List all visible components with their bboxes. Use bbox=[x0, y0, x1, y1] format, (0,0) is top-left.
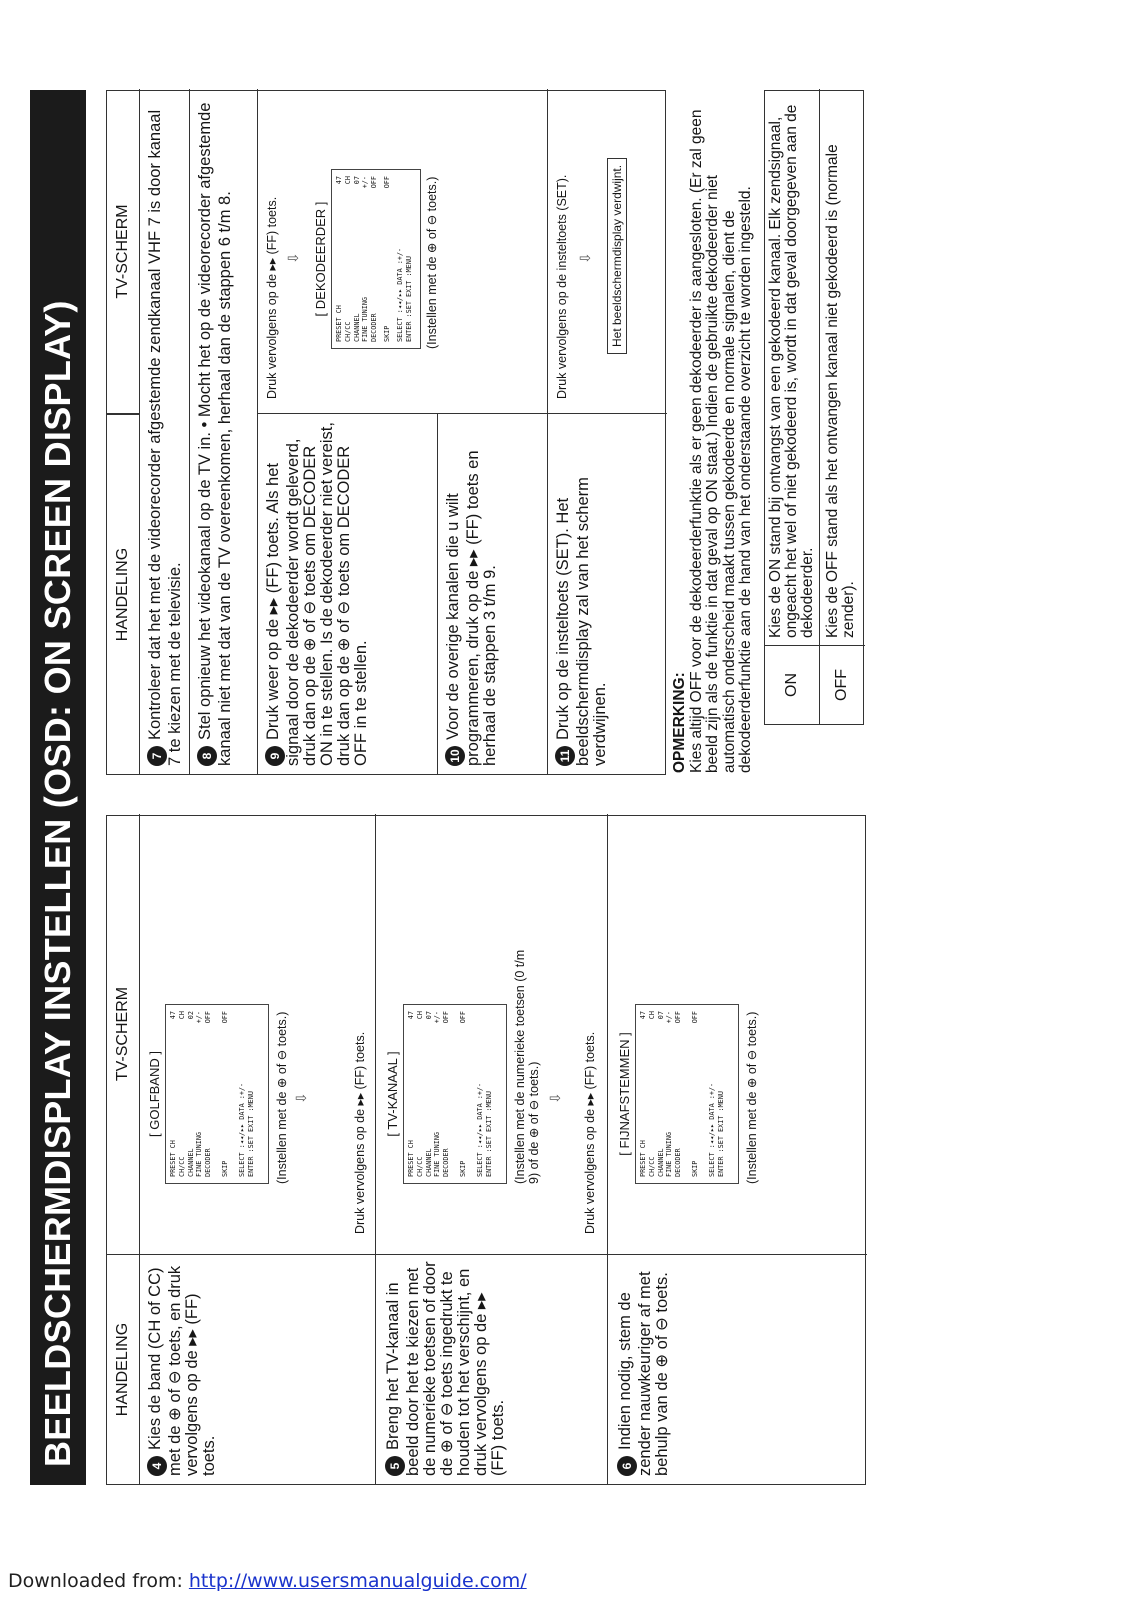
off-key: OFF bbox=[833, 669, 850, 701]
right-header-handeling: HANDELING bbox=[107, 414, 139, 774]
tvkanaal-arrow-icon: ⇩ bbox=[547, 1092, 563, 1104]
right-row-divider-2 bbox=[257, 89, 258, 774]
set-note: Druk vervolgens op de insteltoets (SET). bbox=[555, 174, 569, 399]
step-5-text: 5Breng het TV-kanaal in beeld door het te kiezen met de numerieke toetsen of door de ⊕ of ⊖ toets ingedrukt te houden tot het verschijnt, en druk vervolgens op de ▸▸ (FF) toets. bbox=[384, 1261, 507, 1476]
osd-tvkanaal-title: [ TV-KANAAL ] bbox=[385, 1051, 400, 1137]
left-header-handeling: HANDELING bbox=[107, 1254, 867, 1484]
step-8-number: 8 bbox=[197, 746, 217, 766]
footer-link[interactable]: http://www.usersmanualguide.com/ bbox=[188, 1570, 527, 1592]
on-text: Kies de ON stand bij ontvangst van een gekodeerd kanaal. Elk zendsignaal, ongeacht het wel of niet gekodeerd is, wordt in dat geval doorgegeven aan de dekodeerder. bbox=[767, 104, 816, 638]
osd-golfband-title: [ GOLFBAND ] bbox=[147, 1051, 162, 1137]
verdwijnt-box: Het beeldschermdisplay verdwijnt. bbox=[607, 158, 627, 354]
dek-ff-note: Druk vervolgens op de ▸▸ (FF) toets. bbox=[265, 196, 279, 399]
right-header-line bbox=[139, 89, 140, 774]
step-4-text: 4Kies de band (CH of CC) met de ⊕ of ⊖ toets, en druk vervolgens op de ▸▸ (FF) toets. bbox=[146, 1265, 218, 1476]
step-11-text: 11Druk op de insteltoets (SET). Het beeldschermdisplay zal van het scherm verdwijnen. bbox=[554, 477, 609, 766]
step-9-number: 9 bbox=[265, 746, 285, 766]
left-row-divider-2 bbox=[607, 814, 608, 1484]
on-off-table bbox=[764, 90, 864, 725]
rotated-sheet bbox=[10, 85, 870, 1485]
left-header-tvscherm: TV-SCHERM bbox=[114, 986, 131, 1082]
dek-instellen-note: (Instellen met de ⊕ of ⊖ toets.) bbox=[425, 176, 439, 349]
right-header-tvscherm: TV-SCHERM bbox=[114, 204, 131, 299]
step-6-text: 6Indien nodig, stem de zender nauwkeuriger af met behulp van de ⊕ of ⊖ toets. bbox=[616, 1271, 671, 1476]
osd-golfband: PRESET CH 47 CH/CC CH CHANNEL 02 FINE TUNING +/- DECODER OFF SKIP OFF SELECT :◂◂/▸▸ DATA :+/- ENTER :SET EXIT :MENU bbox=[165, 1004, 269, 1184]
dek-arrow-icon: ⇩ bbox=[285, 252, 301, 264]
right-row-divider-4 bbox=[547, 89, 548, 774]
set-arrow-icon: ⇩ bbox=[577, 252, 593, 264]
osd-dek-title: [ DEKODEERDER ] bbox=[313, 201, 328, 317]
download-footer bbox=[8, 1570, 527, 1592]
step-10-number: 10 bbox=[445, 746, 465, 766]
step-9-text: 9Druk weer op de ▸▸ (FF) toets. Als het signaal door de dekodeerder wordt geleverd, druk dan op de ⊕ of ⊖ toets om DECODER ON in te stellen. Is de dekodeerder niet vereist, druk dan op de ⊕ of ⊖ toets om DECODER OFF in te stellen. bbox=[264, 422, 370, 766]
tvkanaal-ff-note: Druk vervolgens op de ▸▸ (FF) toets. bbox=[583, 1031, 597, 1234]
step-10-text: 10Voor de overige kanalen die u wilt programmeren, druk op de ▸▸ (FF) toets en herhaal de stappen 3 t/m 9. bbox=[444, 450, 499, 766]
on-off-row-divider bbox=[819, 89, 820, 724]
osd-fijn-title: [ FIJNAFSTEMMEN ] bbox=[617, 1032, 632, 1156]
right-col-divider bbox=[257, 413, 667, 414]
opmerking-heading: OPMERKING: bbox=[671, 672, 688, 773]
left-header-line bbox=[139, 814, 140, 1484]
step-7-number: 7 bbox=[147, 746, 167, 766]
right-table bbox=[106, 90, 666, 775]
right-col-divider-head bbox=[107, 413, 139, 414]
off-text: Kies de OFF stand als het ontvangen kanaal niet gekodeerd is (normale zender). bbox=[824, 144, 857, 638]
osd-fijnafstemmen: PRESET CH 47 CH/CC CH CHANNEL 07 FINE TUNING +/- DECODER OFF SKIP OFF SELECT :◂◂/▸▸ DATA :+/- ENTER :SET EXIT :MENU bbox=[635, 1004, 739, 1184]
tvkanaal-instellen-note: (Instellen met de numerieke toetsen (0 t/m 9) of de ⊕ of ⊖ toets.) bbox=[513, 949, 541, 1184]
golfband-instellen-note: (Instellen met de ⊕ of ⊖ toets.) bbox=[275, 1011, 289, 1184]
step-4-number: 4 bbox=[147, 1456, 167, 1476]
opmerking-section bbox=[672, 93, 755, 773]
step-11-number: 11 bbox=[555, 746, 575, 766]
osd-tvkanaal: PRESET CH 47 CH/CC CH CHANNEL 07 FINE TUNING +/- DECODER OFF SKIP OFF SELECT :◂◂/▸▸ DATA :+/- ENTER :SET EXIT :MENU bbox=[403, 1004, 507, 1184]
footer-prefix: Downloaded from: bbox=[8, 1570, 189, 1592]
step-8-text: 8Stel opnieuw het videokanaal op de TV in. • Mocht het op de videorecorder afgestemde kanaal niet met dat van de TV overeenkomen, herhaal dan de stappen 6 t/m 8. bbox=[196, 102, 234, 766]
step-5-number: 5 bbox=[385, 1456, 405, 1476]
left-row-divider-1 bbox=[375, 814, 376, 1484]
osd-dekodeerder: PRESET CH 47 CH/CC CH CHANNEL 07 FINE TUNING +/- DECODER OFF SKIP OFF SELECT :◂◂/▸▸ DATA :+/- ENTER :SET EXIT :MENU bbox=[331, 169, 421, 349]
left-table bbox=[106, 815, 866, 1485]
step-7-text: 7Kontroleer dat het met de videorecorder afgestemde zendkanaal VHF 7 is door kanaal 7 te kiezen met de televisie. bbox=[146, 109, 184, 766]
right-row-divider-3 bbox=[437, 414, 438, 774]
on-key: ON bbox=[783, 673, 800, 697]
golfband-ff-note: Druk vervolgens op de ▸▸ (FF) toets. bbox=[353, 1031, 367, 1234]
page-title: BEELDSCHERMDISPLAY INSTELLEN (OSD: ON SCREEN DISPLAY) bbox=[30, 90, 86, 1485]
opmerking-text: Kies altijd OFF voor de dekodeerderfunktie als er geen dekodeerder is aangesloten. (Er zal geen beeld zijn als de funktie in dat geval op ON staat.) Indien de gebruikte dekodeerder niet automatisch onderscheid maakt tussen gekodeerde en normale signalen, dient de dekodeerderfunktie aan de hand van het onderstaande overzicht te worden ingesteld. bbox=[687, 109, 754, 773]
right-row-divider-1 bbox=[189, 89, 190, 774]
step-6-number: 6 bbox=[617, 1456, 637, 1476]
fijn-instellen-note: (Instellen met de ⊕ of ⊖ toets.) bbox=[745, 1011, 759, 1184]
golfband-arrow-icon: ⇩ bbox=[293, 1092, 309, 1104]
